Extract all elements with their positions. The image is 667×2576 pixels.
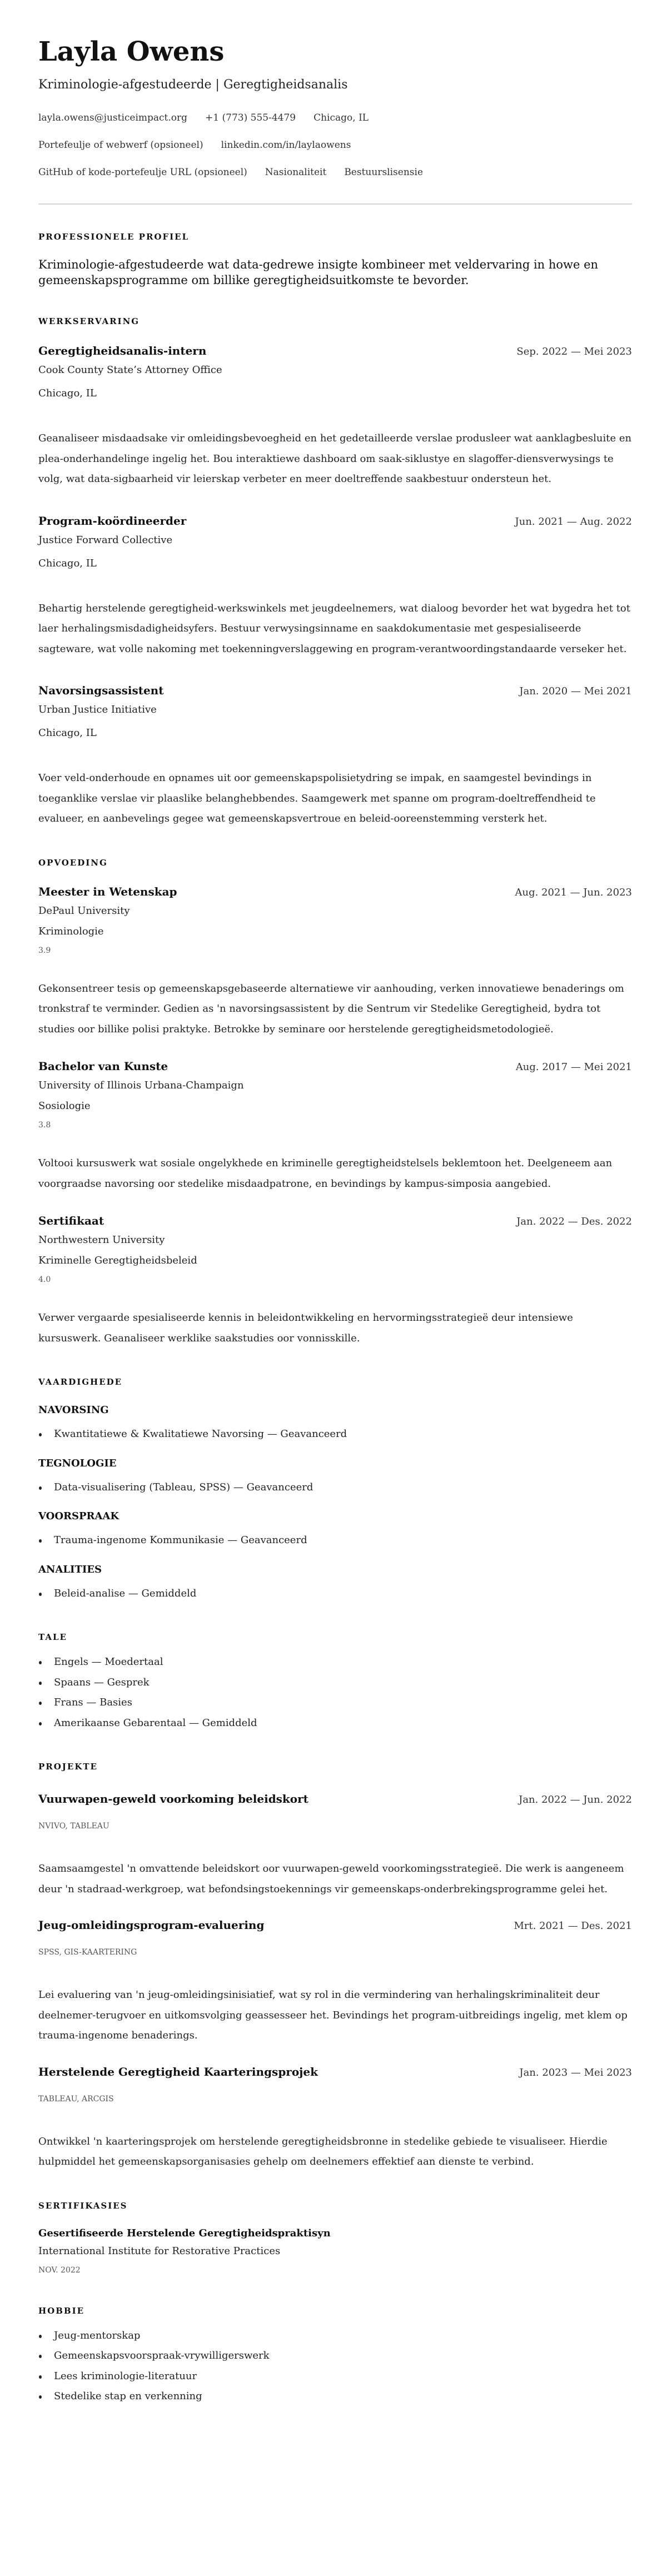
skill-text: Beleid-analise — Gemiddeld <box>54 1587 197 1599</box>
certifications-section <box>38 2200 632 2277</box>
language-text: Frans — Basies <box>54 1697 132 1708</box>
project-tech: TABLEAU, ARCGIS <box>38 2094 114 2103</box>
project-title: Jeug-omleidingsprogram-evaluering <box>38 1918 265 1932</box>
education-entry <box>38 883 632 1040</box>
section-heading: TALE <box>38 1632 67 1642</box>
projects-section <box>38 1761 632 2172</box>
section-heading: OPVOEDING <box>38 857 108 868</box>
project-entry <box>38 1790 632 1899</box>
field-of-study: Kriminologie <box>38 925 104 937</box>
job-dates: Jun. 2021 — Aug. 2022 <box>515 515 632 528</box>
project-entry <box>38 2063 632 2172</box>
gpa: 3.9 <box>38 946 51 955</box>
education-entry <box>38 1212 632 1349</box>
job-location: Chicago, IL <box>38 387 97 399</box>
skill-text: Trauma-ingenome Kommunikasie — Geavanceerd <box>54 1534 307 1546</box>
skill-item <box>38 1424 632 1445</box>
skill-item <box>38 1530 632 1551</box>
bullet-icon <box>39 1682 42 1685</box>
project-description: Saamsaamgestel 'n omvattende beleidskort oor vuurwapen-geweld voorkomingsstrategieë. Die werk is aangeneem deur 'n stadraad-werkgroep, wat befondsingstoekennings vir gemeenskaps-onderbrekingsprogramme gelei het. <box>38 1863 624 1895</box>
language-item <box>38 1713 632 1734</box>
company-name: Cook County State’s Attorney Office <box>38 364 222 376</box>
project-tech: SPSS, GIS-KAARTERING <box>38 1948 137 1957</box>
linkedin-link[interactable]: linkedin.com/in/laylaowens <box>221 140 351 151</box>
certification-issuer: International Institute for Restorative Practices <box>38 2245 281 2257</box>
language-item <box>38 1693 632 1713</box>
job-description: Geanaliseer misdaadsake vir omleidingsbevoegheid en het gedetailleerde verslae produsleer wat aanklagbesluite en plea-onderhandelinge ingelig het. Bou interaktiewe dashboard om saak-siklustye en slagoffer-diensverwysings te volg, wat data-sigbaarheid vir leierskap verbeter en meer doeltreffende saakbestuur ondersteun het. <box>38 432 632 485</box>
education-dates: Aug. 2017 — Mei 2021 <box>515 1061 632 1073</box>
bullet-icon <box>39 1433 42 1436</box>
skill-text: Kwantitatiewe & Kwalitatiewe Navorsing — Geavanceerd <box>54 1428 347 1440</box>
languages-section <box>38 1632 632 1733</box>
education-entry <box>38 1057 632 1194</box>
experience-section <box>38 316 632 829</box>
language-list <box>38 1652 632 1733</box>
profile-section <box>38 231 632 288</box>
email-link[interactable]: layla.owens@justiceimpact.org <box>38 112 188 123</box>
skills-section <box>38 1376 632 1604</box>
job-description: Behartig herstelende geregtigheid-werkswinkels met jeugdeelnemers, wat dialoog bevorder het wat bygedra het tot laer herhalingsmisdadigheidsyfers. Bestuur verwysingsinname en saakdokumentasie met gespesialiseerde sagteware, wat volle nakoming met toekenningverslaggewing en program-verantwoordingstandaarde verseker het. <box>38 602 630 655</box>
degree-title: Meester in Wetenskap <box>38 884 177 898</box>
gpa: 3.8 <box>38 1121 51 1130</box>
education-description: Gekonsentreer tesis op gemeenskapsgebaseerde alternatiewe vir aanhouding, verken innovatiewe benaderings om tronkstraf te verminder. Gedien as 'n navorsingsassistent by die Sentrum vir Stedelike Geregtigheid, bydra tot studies oor billike polisi praktyke. Betrokke by seminare oor herstelende geregtigheidsmetodologieë. <box>38 982 624 1035</box>
language-text: Spaans — Gesprek <box>54 1676 150 1688</box>
project-dates: Mrt. 2021 — Des. 2021 <box>514 1920 632 1932</box>
field-of-study: Sosiologie <box>38 1100 91 1112</box>
school-name: Northwestern University <box>38 1234 165 1246</box>
candidate-headline: Kriminologie-afgestudeerde | Geregtigheidsanalis <box>38 78 348 92</box>
profile-summary: Kriminologie-afgestudeerde wat data-gedrewe insigte kombineer met veldervaring in howe en gemeenskapsprogramme om billike geregtigheidsuitkomste te bevorder. <box>38 258 599 287</box>
header-divider <box>38 203 632 205</box>
school-name: University of Illinois Urbana-Champaign <box>38 1080 244 1091</box>
degree-title: Sertifikaat <box>38 1214 104 1227</box>
job-location: Chicago, IL <box>38 557 97 569</box>
section-heading: SERTIFIKASIES <box>38 2200 128 2211</box>
certification-date: NOV. 2022 <box>38 2265 81 2275</box>
skill-list <box>38 1584 632 1604</box>
education-description: Verwer vergaarde spesialiseerde kennis in beleidontwikkeling en hervormingsstrategieë deur intensiewe kursuswerk. Geanaliseer werklike saakstudies oor vonnisskille. <box>38 1312 573 1344</box>
bullet-icon <box>39 1593 42 1596</box>
language-item <box>38 1673 632 1693</box>
location: Chicago, IL <box>313 112 369 123</box>
candidate-name: Layla Owens <box>38 36 225 67</box>
field-of-study: Kriminelle Geregtigheidsbeleid <box>38 1255 197 1266</box>
education-section <box>38 857 632 1349</box>
bullet-icon <box>39 2395 42 2399</box>
school-name: DePaul University <box>38 904 130 917</box>
hobby-text: Stedelike stap en verkenning <box>54 2390 202 2402</box>
bullet-icon <box>39 1486 42 1490</box>
education-dates: Jan. 2022 — Des. 2022 <box>516 1216 632 1227</box>
job-dates: Jan. 2020 — Mei 2021 <box>519 685 632 697</box>
skill-category-title: NAVORSING <box>38 1404 109 1416</box>
hobby-text: Gemeenskapsvoorspraak-vrywilligerswerk <box>54 2350 270 2361</box>
language-text: Amerikaanse Gebarentaal — Gemiddeld <box>54 1717 257 1729</box>
project-tech: NVIVO, TABLEAU <box>38 1822 109 1831</box>
hobbies-section <box>38 2305 632 2407</box>
company-name: Justice Forward Collective <box>38 534 173 546</box>
hobby-text: Lees kriminologie-literatuur <box>54 2370 197 2382</box>
skill-list <box>38 1530 632 1551</box>
skill-category-title: ANALITIES <box>38 1563 102 1575</box>
resume-header <box>38 35 632 179</box>
bullet-icon <box>39 1702 42 1705</box>
skill-list <box>38 1424 632 1445</box>
education-description: Voltooi kursuswerk wat sosiale ongelykhede en kriminelle geregtigheidstelsels beklemtoon het. Deelgeneem aan voorgraadse navorsing oor stedelike misdaadpatrone, en bevindings by kampus-simposia aangebied. <box>38 1157 613 1190</box>
project-title: Herstelende Geregtigheid Kaarteringsprojek <box>38 2065 318 2078</box>
hobby-list <box>38 2326 632 2407</box>
contact-row <box>38 138 632 152</box>
skill-category-title: TEGNOLOGIE <box>38 1457 117 1469</box>
phone-number[interactable]: +1 (773) 555-4479 <box>205 112 296 123</box>
project-title: Vuurwapen-geweld voorkoming beleidskort <box>38 1792 308 1806</box>
bullet-icon <box>39 1722 42 1725</box>
project-dates: Jan. 2022 — Jun. 2022 <box>519 1794 632 1806</box>
hobby-item <box>38 2366 632 2387</box>
education-dates: Aug. 2021 — Jun. 2023 <box>515 886 632 898</box>
nationality: Nasionaliteit <box>265 167 327 178</box>
language-text: Engels — Moedertaal <box>54 1656 163 1668</box>
degree-title: Bachelor van Kunste <box>38 1060 168 1073</box>
language-item <box>38 1652 632 1673</box>
bullet-icon <box>39 1539 42 1543</box>
hobby-item <box>38 2386 632 2407</box>
job-dates: Sep. 2022 — Mei 2023 <box>516 346 632 357</box>
project-dates: Jan. 2023 — Mei 2023 <box>519 2066 632 2078</box>
bullet-icon <box>39 2375 42 2379</box>
company-name: Urban Justice Initiative <box>38 704 157 715</box>
portfolio-link[interactable]: Portefeulje of webwerf (opsioneel) <box>38 140 203 151</box>
certification-name: Gesertifiseerde Herstelende Geregtigheidspraktisyn <box>38 2227 331 2239</box>
contact-row <box>38 111 632 125</box>
hobby-text: Jeug-mentorskap <box>54 2329 141 2341</box>
job-title: Navorsingsassistent <box>38 684 164 697</box>
skill-list <box>38 1478 632 1498</box>
experience-entry <box>38 512 632 660</box>
skill-item <box>38 1584 632 1604</box>
contact-row <box>38 166 632 179</box>
section-heading: WERKSERVARING <box>38 316 140 326</box>
github-link[interactable]: GitHub of kode-portefeulje URL (opsioneel) <box>38 167 247 178</box>
bullet-icon <box>39 1661 42 1664</box>
skill-text: Data-visualisering (Tableau, SPSS) — Geavanceerd <box>54 1481 313 1493</box>
bullet-icon <box>39 2335 42 2338</box>
gpa: 4.0 <box>38 1275 51 1284</box>
job-title: Geregtigheidsanalis-intern <box>38 344 207 357</box>
project-entry <box>38 1916 632 2046</box>
project-description: Ontwikkel 'n kaarteringsprojek om herstelende geregtigheidsbronne in stedelike gebiede te visualiseer. Hierdie hulpmiddel het gemeenskapsorganisasies gehelp om deelnemers effektief aan dienste te verbind. <box>38 2135 608 2167</box>
section-heading: PROFESSIONELE PROFIEL <box>38 232 190 242</box>
hobby-item <box>38 2346 632 2366</box>
experience-entry <box>38 682 632 829</box>
project-description: Lei evaluering van 'n jeug-omleidingsinisiatief, wat sy rol in die vermindering van herhalingskriminaliteit deur deelnemer-terugvoer en uitkomsvolging geassesseer het. Bevindings het program-uitbreidings ingelig, met klem op trauma-ingenome benaderings. <box>38 1989 628 2041</box>
skill-item <box>38 1478 632 1498</box>
job-location: Chicago, IL <box>38 727 97 739</box>
drivers-license: Bestuurslisensie <box>344 167 423 178</box>
job-description: Voer veld-onderhoude en opnames uit oor gemeenskapspolisietydring se impak, en saamgestel bevindings in toeganklike verslae vir plaaslike belanghebbendes. Saamgewerk met spanne om program-doeltreffendheid te evalueer, en aanbevelings gegee wat gemeenskapsvertroue en beleid-ooreenstemming versterk het. <box>38 772 596 824</box>
bullet-icon <box>39 2355 42 2358</box>
section-heading: PROJEKTE <box>38 1762 98 1772</box>
section-heading: HOBBIE <box>38 2305 85 2316</box>
section-heading: VAARDIGHEDE <box>38 1377 123 1387</box>
experience-entry <box>38 342 632 490</box>
job-title: Program-koördineerder <box>38 514 187 528</box>
skill-category-title: VOORSPRAAK <box>38 1510 120 1522</box>
hobby-item <box>38 2326 632 2346</box>
